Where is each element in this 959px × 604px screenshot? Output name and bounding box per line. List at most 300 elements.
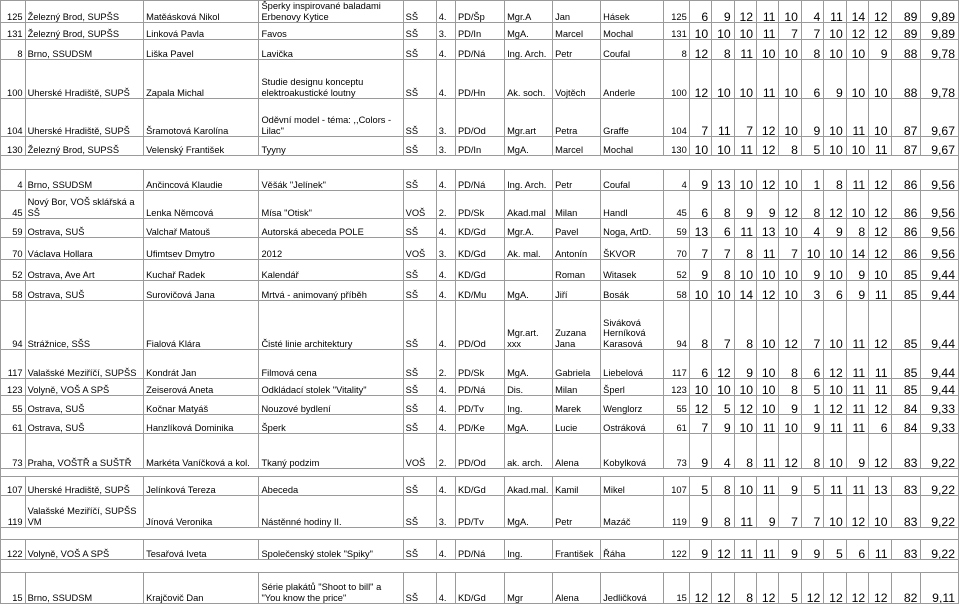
score-cell: 10 [757, 40, 779, 60]
student-cell: Krajčovič Dan [144, 573, 259, 604]
teacher-first-name-cell: Petr [553, 40, 601, 60]
score-cell: 11 [757, 477, 779, 496]
score-cell: 10 [757, 350, 779, 379]
student-cell: Jelínková Tereza [144, 477, 259, 496]
score-cell: 12 [869, 301, 891, 350]
score-cell: 12 [734, 396, 756, 415]
score-cell: 12 [869, 434, 891, 469]
teacher-last-name-cell: ŠKVOR [601, 238, 664, 260]
score-cell: 10 [689, 281, 711, 301]
school-cell: Praha, VOŠTŘ a SUŠTŘ [25, 434, 144, 469]
score-cell: 6 [824, 281, 846, 301]
score-cell: 11 [846, 170, 868, 191]
entry-id-cell: 55 [664, 396, 690, 415]
category-code-cell: KD/Gd [455, 573, 504, 604]
score-cell: 10 [779, 40, 801, 60]
level-cell: SŠ [403, 1, 436, 23]
school-cell: Volyně, VOŠ A SPŠ [25, 540, 144, 560]
student-cell: Zeiserová Aneta [144, 379, 259, 396]
score-cell: 6 [689, 1, 711, 23]
score-cell: 10 [734, 23, 756, 40]
entry-id-cell: 123 [664, 379, 690, 396]
teacher-first-name-cell: Milan [553, 379, 601, 396]
score-cell: 14 [846, 1, 868, 23]
table-row [1, 301, 959, 350]
category-code-cell: PD/Ná [455, 170, 504, 191]
spacer-row [1, 528, 959, 540]
score-cell: 10 [734, 415, 756, 434]
teacher-last-name-cell: Mazáč [601, 496, 664, 528]
score-cell: 12 [757, 281, 779, 301]
year-cell: 3. [436, 137, 455, 156]
score-cell: 12 [757, 99, 779, 137]
level-cell: SŠ [403, 260, 436, 281]
total-score-cell: 83 [891, 540, 921, 560]
entry-id-cell: 58 [664, 281, 690, 301]
year-cell: 4. [436, 1, 455, 23]
entry-id-cell: 59 [664, 219, 690, 238]
average-score-cell: 9,22 [921, 540, 959, 560]
score-cell: 7 [712, 238, 734, 260]
score-cell: 8 [712, 260, 734, 281]
total-score-cell: 87 [891, 137, 921, 156]
average-score-cell: 9,89 [921, 1, 959, 23]
score-cell: 10 [779, 99, 801, 137]
year-cell: 4. [436, 260, 455, 281]
score-cell: 5 [801, 379, 823, 396]
row-number: 61 [1, 415, 26, 434]
score-cell: 10 [779, 170, 801, 191]
score-cell: 10 [779, 260, 801, 281]
teacher-title-cell: Ing. Arch. [505, 170, 553, 191]
score-cell: 12 [757, 137, 779, 156]
teacher-first-name-cell: Petra [553, 99, 601, 137]
score-cell: 12 [779, 191, 801, 219]
student-cell: Tesařová Iveta [144, 540, 259, 560]
total-score-cell: 85 [891, 379, 921, 396]
score-cell: 7 [779, 496, 801, 528]
score-cell: 7 [689, 238, 711, 260]
teacher-title-cell: Mgr.A. [505, 219, 553, 238]
score-cell: 10 [846, 60, 868, 99]
score-cell: 8 [734, 301, 756, 350]
school-cell: Ostrava, SUŠ [25, 415, 144, 434]
score-cell: 11 [712, 99, 734, 137]
teacher-title-cell: Akad.mal. [505, 477, 553, 496]
school-cell: Železný Brod, SUPSŠ [25, 137, 144, 156]
work-title-cell: Nástěnné hodiny II. [259, 496, 403, 528]
score-cell: 9 [689, 434, 711, 469]
student-cell: Šramotová Karolína [144, 99, 259, 137]
student-cell: Kuchař Radek [144, 260, 259, 281]
score-cell: 10 [779, 1, 801, 23]
total-score-cell: 82 [891, 573, 921, 604]
table-row [1, 170, 959, 191]
year-cell: 4. [436, 379, 455, 396]
score-cell: 10 [824, 99, 846, 137]
row-number: 100 [1, 60, 26, 99]
score-cell: 13 [869, 477, 891, 496]
work-title-cell: 2012 [259, 238, 403, 260]
row-number: 73 [1, 434, 26, 469]
entry-id-cell: 45 [664, 191, 690, 219]
level-cell: VOŠ [403, 238, 436, 260]
total-score-cell: 85 [891, 281, 921, 301]
row-number: 94 [1, 301, 26, 350]
teacher-title-cell: Ak. mal. [505, 238, 553, 260]
average-score-cell: 9,44 [921, 281, 959, 301]
score-cell: 8 [846, 219, 868, 238]
teacher-title-cell: Mgr.A [505, 1, 553, 23]
average-score-cell: 9,56 [921, 191, 959, 219]
teacher-last-name-cell: Mikel [601, 477, 664, 496]
student-cell: Ančincová Klaudie [144, 170, 259, 191]
level-cell: SŠ [403, 40, 436, 60]
score-cell: 9 [801, 415, 823, 434]
row-number: 125 [1, 1, 26, 23]
entry-id-cell: 100 [664, 60, 690, 99]
score-cell: 11 [734, 219, 756, 238]
score-cell: 10 [846, 191, 868, 219]
score-cell: 8 [712, 191, 734, 219]
average-score-cell: 9,56 [921, 238, 959, 260]
work-title-cell: Odkládací stolek "Vitality" [259, 379, 403, 396]
work-title-cell: Mrtvá - animovaný příběh [259, 281, 403, 301]
score-cell: 5 [779, 573, 801, 604]
teacher-title-cell: Ak. soch. [505, 60, 553, 99]
total-score-cell: 84 [891, 396, 921, 415]
score-cell: 9 [757, 191, 779, 219]
school-cell: Strážnice, SŠS [25, 301, 144, 350]
score-cell: 9 [779, 540, 801, 560]
score-cell: 10 [824, 379, 846, 396]
score-cell: 12 [824, 191, 846, 219]
category-code-cell: PD/Od [455, 301, 504, 350]
score-cell: 12 [824, 350, 846, 379]
student-cell: Ufimtsev Dmytro [144, 238, 259, 260]
row-number: 70 [1, 238, 26, 260]
table-row [1, 415, 959, 434]
teacher-first-name-cell: Jiří [553, 281, 601, 301]
average-score-cell: 9,22 [921, 434, 959, 469]
work-title-cell: Lavička [259, 40, 403, 60]
row-number: 58 [1, 281, 26, 301]
score-cell: 8 [734, 434, 756, 469]
average-score-cell: 9,56 [921, 170, 959, 191]
score-cell: 8 [801, 191, 823, 219]
score-cell: 11 [757, 60, 779, 99]
score-cell: 10 [846, 137, 868, 156]
work-title-cell: Studie designu konceptu elektroakustické loutny [259, 60, 403, 99]
score-cell: 12 [689, 60, 711, 99]
entry-id-cell: 130 [664, 137, 690, 156]
level-cell: SŠ [403, 137, 436, 156]
score-cell: 6 [869, 415, 891, 434]
entry-id-cell: 125 [664, 1, 690, 23]
table-row [1, 238, 959, 260]
score-cell: 1 [801, 396, 823, 415]
score-cell: 10 [757, 396, 779, 415]
average-score-cell: 9,89 [921, 23, 959, 40]
score-cell: 10 [779, 415, 801, 434]
score-cell: 8 [734, 573, 756, 604]
teacher-title-cell: Mgr.art. xxx [505, 301, 553, 350]
average-score-cell: 9,67 [921, 99, 959, 137]
score-cell: 7 [689, 415, 711, 434]
average-score-cell: 9,33 [921, 396, 959, 415]
school-cell: Ostrava, Ave Art [25, 260, 144, 281]
average-score-cell: 9,44 [921, 350, 959, 379]
spacer-cell [1, 560, 959, 573]
score-cell: 10 [689, 379, 711, 396]
row-number: 59 [1, 219, 26, 238]
score-cell: 10 [824, 260, 846, 281]
score-cell: 10 [712, 379, 734, 396]
work-title-cell: Nouzové bydlení [259, 396, 403, 415]
work-title-cell: Kalendář [259, 260, 403, 281]
category-code-cell: KD/Mu [455, 281, 504, 301]
score-cell: 12 [869, 238, 891, 260]
score-cell: 11 [734, 496, 756, 528]
score-cell: 11 [846, 477, 868, 496]
category-code-cell: PD/Šp [455, 1, 504, 23]
score-cell: 8 [712, 40, 734, 60]
student-cell: Markéta Vaníčková a kol. [144, 434, 259, 469]
score-cell: 7 [689, 99, 711, 137]
teacher-last-name-cell: Šperl [601, 379, 664, 396]
score-cell: 12 [869, 1, 891, 23]
teacher-first-name-cell: Roman [553, 260, 601, 281]
level-cell: SŠ [403, 301, 436, 350]
score-cell: 6 [689, 191, 711, 219]
score-cell: 9 [689, 170, 711, 191]
work-title-cell: Šperk [259, 415, 403, 434]
category-code-cell: PD/Ná [455, 540, 504, 560]
year-cell: 4. [436, 301, 455, 350]
teacher-first-name-cell: Vojtěch [553, 60, 601, 99]
score-cell: 11 [757, 540, 779, 560]
category-code-cell: KD/Gd [455, 260, 504, 281]
row-number: 52 [1, 260, 26, 281]
category-code-cell: KD/Gd [455, 238, 504, 260]
student-cell: Zapala Michal [144, 60, 259, 99]
score-cell: 9 [689, 540, 711, 560]
row-number: 15 [1, 573, 26, 604]
total-score-cell: 86 [891, 219, 921, 238]
student-cell: Matěásková Nikol [144, 1, 259, 23]
score-cell: 9 [824, 219, 846, 238]
school-cell: Volyně, VOŠ A SPŠ [25, 379, 144, 396]
year-cell: 4. [436, 573, 455, 604]
student-cell: Linková Pavla [144, 23, 259, 40]
score-cell: 10 [734, 170, 756, 191]
score-cell: 8 [779, 350, 801, 379]
school-cell: Nový Bor, VOŠ sklářská a SŠ [25, 191, 144, 219]
score-cell: 12 [846, 573, 868, 604]
average-score-cell: 9,22 [921, 496, 959, 528]
total-score-cell: 83 [891, 477, 921, 496]
score-cell: 12 [801, 573, 823, 604]
level-cell: SŠ [403, 350, 436, 379]
score-cell: 14 [734, 281, 756, 301]
row-number: 8 [1, 40, 26, 60]
level-cell: SŠ [403, 379, 436, 396]
school-cell: Václava Hollara [25, 238, 144, 260]
student-cell: Lenka Němcová [144, 191, 259, 219]
score-cell: 9 [734, 350, 756, 379]
total-score-cell: 85 [891, 350, 921, 379]
score-cell: 5 [712, 396, 734, 415]
score-cell: 10 [734, 260, 756, 281]
score-cell: 9 [712, 415, 734, 434]
teacher-last-name-cell: Liebelová [601, 350, 664, 379]
score-cell: 10 [757, 301, 779, 350]
score-cell: 12 [712, 350, 734, 379]
teacher-title-cell: Ing. [505, 396, 553, 415]
teacher-last-name-cell: Wenglorz [601, 396, 664, 415]
category-code-cell: PD/Od [455, 99, 504, 137]
school-cell: Valašské Meziříčí, SUPŠS VM [25, 496, 144, 528]
score-cell: 11 [734, 40, 756, 60]
teacher-last-name-cell: Jedličková [601, 573, 664, 604]
level-cell: SŠ [403, 396, 436, 415]
score-cell: 11 [757, 1, 779, 23]
table-row [1, 540, 959, 560]
score-cell: 8 [712, 496, 734, 528]
level-cell: SŠ [403, 496, 436, 528]
teacher-first-name-cell: Gabriela [553, 350, 601, 379]
work-title-cell: Věšák "Jelínek" [259, 170, 403, 191]
category-code-cell: PD/Tv [455, 396, 504, 415]
entry-id-cell: 117 [664, 350, 690, 379]
score-cell: 9 [846, 434, 868, 469]
table-row [1, 434, 959, 469]
score-cell: 10 [824, 40, 846, 60]
year-cell: 3. [436, 238, 455, 260]
teacher-first-name-cell: Jan [553, 1, 601, 23]
category-code-cell: PD/Hn [455, 60, 504, 99]
teacher-last-name-cell: Coufal [601, 40, 664, 60]
level-cell: SŠ [403, 540, 436, 560]
level-cell: VOŠ [403, 191, 436, 219]
score-cell: 9 [801, 540, 823, 560]
category-code-cell: PD/Ná [455, 40, 504, 60]
level-cell: SŠ [403, 219, 436, 238]
score-cell: 10 [869, 99, 891, 137]
row-number: 104 [1, 99, 26, 137]
school-cell: Brno, SSUDSM [25, 573, 144, 604]
level-cell: SŠ [403, 60, 436, 99]
table-row [1, 396, 959, 415]
teacher-title-cell: MgA. [505, 281, 553, 301]
teacher-last-name-cell: Mochal [601, 137, 664, 156]
score-cell: 11 [757, 434, 779, 469]
teacher-title-cell: Ing. Arch. [505, 40, 553, 60]
teacher-last-name-cell: Anderle [601, 60, 664, 99]
row-number: 119 [1, 496, 26, 528]
entry-id-cell: 15 [664, 573, 690, 604]
score-cell: 10 [779, 60, 801, 99]
score-cell: 8 [801, 40, 823, 60]
table-row [1, 191, 959, 219]
year-cell: 2. [436, 434, 455, 469]
row-number: 123 [1, 379, 26, 396]
average-score-cell: 9,67 [921, 137, 959, 156]
year-cell: 4. [436, 540, 455, 560]
level-cell: SŠ [403, 573, 436, 604]
teacher-title-cell: ak. arch. [505, 434, 553, 469]
score-cell: 12 [779, 301, 801, 350]
year-cell: 4. [436, 60, 455, 99]
spacer-row [1, 469, 959, 477]
school-cell: Uherské Hradiště, SUPŠ [25, 99, 144, 137]
year-cell: 2. [436, 350, 455, 379]
score-cell: 12 [757, 170, 779, 191]
score-cell: 10 [824, 137, 846, 156]
score-cell: 12 [779, 434, 801, 469]
score-cell: 9 [712, 1, 734, 23]
average-score-cell: 9,44 [921, 301, 959, 350]
teacher-first-name-cell: Milan [553, 191, 601, 219]
total-score-cell: 86 [891, 238, 921, 260]
score-cell: 11 [846, 415, 868, 434]
teacher-title-cell [505, 260, 553, 281]
level-cell: SŠ [403, 170, 436, 191]
score-cell: 9 [734, 191, 756, 219]
teacher-first-name-cell: Alena [553, 573, 601, 604]
level-cell: SŠ [403, 415, 436, 434]
table-row [1, 379, 959, 396]
category-code-cell: PD/Sk [455, 191, 504, 219]
score-cell: 10 [689, 137, 711, 156]
row-number: 130 [1, 137, 26, 156]
table-row [1, 40, 959, 60]
score-cell: 9 [779, 477, 801, 496]
score-cell: 10 [824, 23, 846, 40]
score-cell: 10 [869, 60, 891, 99]
teacher-first-name-cell: František [553, 540, 601, 560]
score-cell: 10 [712, 281, 734, 301]
work-title-cell: Autorská abeceda POLE [259, 219, 403, 238]
category-code-cell: PD/In [455, 137, 504, 156]
teacher-first-name-cell: Antonín [553, 238, 601, 260]
year-cell: 3. [436, 496, 455, 528]
total-score-cell: 88 [891, 40, 921, 60]
average-score-cell: 9,33 [921, 415, 959, 434]
entry-id-cell: 94 [664, 301, 690, 350]
score-cell: 12 [689, 573, 711, 604]
year-cell: 2. [436, 191, 455, 219]
score-cell: 9 [801, 260, 823, 281]
teacher-last-name-cell: Handl [601, 191, 664, 219]
work-title-cell: Série plakátů "Shoot to bill" a "You know the price" [259, 573, 403, 604]
score-cell: 6 [801, 60, 823, 99]
school-cell: Brno, SSUDSM [25, 40, 144, 60]
score-cell: 7 [801, 301, 823, 350]
entry-id-cell: 104 [664, 99, 690, 137]
score-cell: 11 [869, 379, 891, 396]
row-number: 117 [1, 350, 26, 379]
year-cell: 4. [436, 281, 455, 301]
score-cell: 9 [689, 496, 711, 528]
year-cell: 4. [436, 396, 455, 415]
total-score-cell: 83 [891, 496, 921, 528]
score-cell: 11 [757, 23, 779, 40]
score-cell: 10 [734, 60, 756, 99]
teacher-title-cell: Ing. [505, 540, 553, 560]
score-cell: 12 [869, 191, 891, 219]
score-cell: 9 [779, 396, 801, 415]
